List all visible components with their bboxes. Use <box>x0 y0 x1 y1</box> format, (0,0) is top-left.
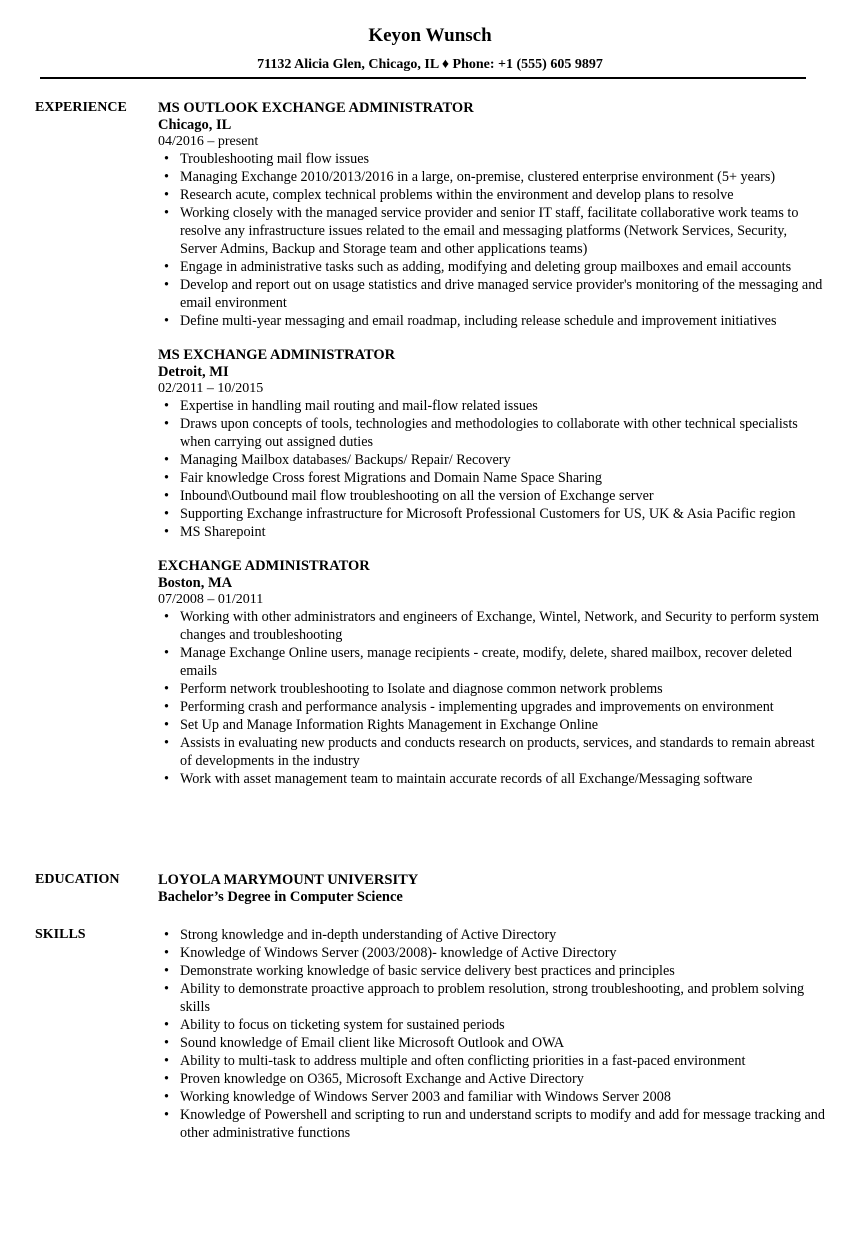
job-location: Boston, MA <box>158 575 233 591</box>
bullet-item: • Draws upon concepts of tools, technologies and methodologies to collaborate with other technical specialists when carrying out assigned duties <box>180 415 825 451</box>
section-label-skills: SKILLS <box>35 927 86 942</box>
bullet-item: • Supporting Exchange infrastructure for Microsoft Professional Customers for US, UK & Asia Pacific region <box>180 505 825 523</box>
bullet-item: • Define multi-year messaging and email roadmap, including release schedule and improvement initiatives <box>180 312 825 330</box>
bullet-item: • Working closely with the managed service provider and senior IT staff, facilitate collaborative work teams to resolve any infrastructure issues related to the email and messaging platforms (Network Services, Security, Server Admins, Backup and Storage team and other applications teams) <box>180 204 825 258</box>
job-title: MS OUTLOOK EXCHANGE ADMINISTRATOR <box>158 100 474 116</box>
bullet-item: • Inbound\Outbound mail flow troubleshooting on all the version of Exchange server <box>180 487 825 505</box>
job-bullets <box>158 150 825 330</box>
skill-item: • Proven knowledge on O365, Microsoft Exchange and Active Directory <box>180 1070 825 1088</box>
skills-list <box>158 926 825 1142</box>
header-divider <box>40 77 806 79</box>
skills-content <box>158 926 825 1142</box>
school-name: LOYOLA MARYMOUNT UNIVERSITY <box>158 872 419 888</box>
skill-item: • Sound knowledge of Email client like Microsoft Outlook and OWA <box>180 1034 825 1052</box>
bullet-item: • Working with other administrators and engineers of Exchange, Wintel, Network, and Security to perform system changes and troubleshooting <box>180 608 825 644</box>
skill-item: • Knowledge of Windows Server (2003/2008)- knowledge of Active Directory <box>180 944 825 962</box>
bullet-item: • Manage Exchange Online users, manage recipients - create, modify, delete, shared mailbox, recover deleted emails <box>180 644 825 680</box>
job-location: Chicago, IL <box>158 117 232 133</box>
education-content <box>158 871 825 906</box>
job-location: Detroit, MI <box>158 364 229 380</box>
job-entry <box>158 99 825 330</box>
job-title: MS EXCHANGE ADMINISTRATOR <box>158 347 396 363</box>
bullet-item: • Engage in administrative tasks such as adding, modifying and deleting group mailboxes and email accounts <box>180 258 825 276</box>
candidate-name: Keyon Wunsch <box>368 25 492 46</box>
skill-item: • Ability to focus on ticketing system for sustained periods <box>180 1016 825 1034</box>
section-label-education: EDUCATION <box>35 872 120 887</box>
resume-header <box>0 24 860 74</box>
section-label-experience: EXPERIENCE <box>35 100 127 115</box>
bullet-item: • Set Up and Manage Information Rights Management in Exchange Online <box>180 716 825 734</box>
bullet-item: • Work with asset management team to maintain accurate records of all Exchange/Messaging software <box>180 770 825 788</box>
skill-item: • Demonstrate working knowledge of basic service delivery best practices and principles <box>180 962 825 980</box>
bullet-item: • Managing Exchange 2010/2013/2016 in a large, on-premise, clustered enterprise environment (5+ years) <box>180 168 825 186</box>
job-dates: 02/2011 – 10/2015 <box>158 381 264 396</box>
skill-item: • Ability to multi-task to address multiple and often conflicting priorities in a fast-paced environment <box>180 1052 825 1070</box>
job-bullets <box>158 608 825 788</box>
degree: Bachelor’s Degree in Computer Science <box>158 889 403 905</box>
bullet-item: • Expertise in handling mail routing and mail-flow related issues <box>180 397 825 415</box>
skill-item: • Strong knowledge and in-depth understanding of Active Directory <box>180 926 825 944</box>
job-title: EXCHANGE ADMINISTRATOR <box>158 558 370 574</box>
job-bullets <box>158 397 825 541</box>
bullet-item: • Troubleshooting mail flow issues <box>180 150 825 168</box>
job-entry <box>158 346 825 541</box>
bullet-item: • MS Sharepoint <box>180 523 825 541</box>
bullet-item: • Fair knowledge Cross forest Migrations and Domain Name Space Sharing <box>180 469 825 487</box>
bullet-item: • Develop and report out on usage statistics and drive managed service provider's monitoring of the messaging and email environment <box>180 276 825 312</box>
skill-item: • Working knowledge of Windows Server 2003 and familiar with Windows Server 2008 <box>180 1088 825 1106</box>
skill-item: • Knowledge of Powershell and scripting to run and understand scripts to modify and add for message tracking and other administrative functions <box>180 1106 825 1142</box>
bullet-item: • Assists in evaluating new products and conducts research on products, services, and standards to remain abreast of developments in the industry <box>180 734 825 770</box>
job-dates: 07/2008 – 01/2011 <box>158 592 264 607</box>
experience-content <box>158 99 825 804</box>
bullet-item: • Performing crash and performance analysis - implementing upgrades and improvements on environment <box>180 698 825 716</box>
bullet-item: • Research acute, complex technical problems within the environment and develop plans to resolve <box>180 186 825 204</box>
contact-line: 71132 Alicia Glen, Chicago, IL ♦ Phone: +1 (555) 605 9897 <box>257 57 603 72</box>
bullet-item: • Managing Mailbox databases/ Backups/ Repair/ Recovery <box>180 451 825 469</box>
job-entry <box>158 557 825 788</box>
job-dates: 04/2016 – present <box>158 134 259 149</box>
bullet-item: • Perform network troubleshooting to Isolate and diagnose common network problems <box>180 680 825 698</box>
skill-item: • Ability to demonstrate proactive approach to problem resolution, strong troubleshooting, and problem solving skills <box>180 980 825 1016</box>
